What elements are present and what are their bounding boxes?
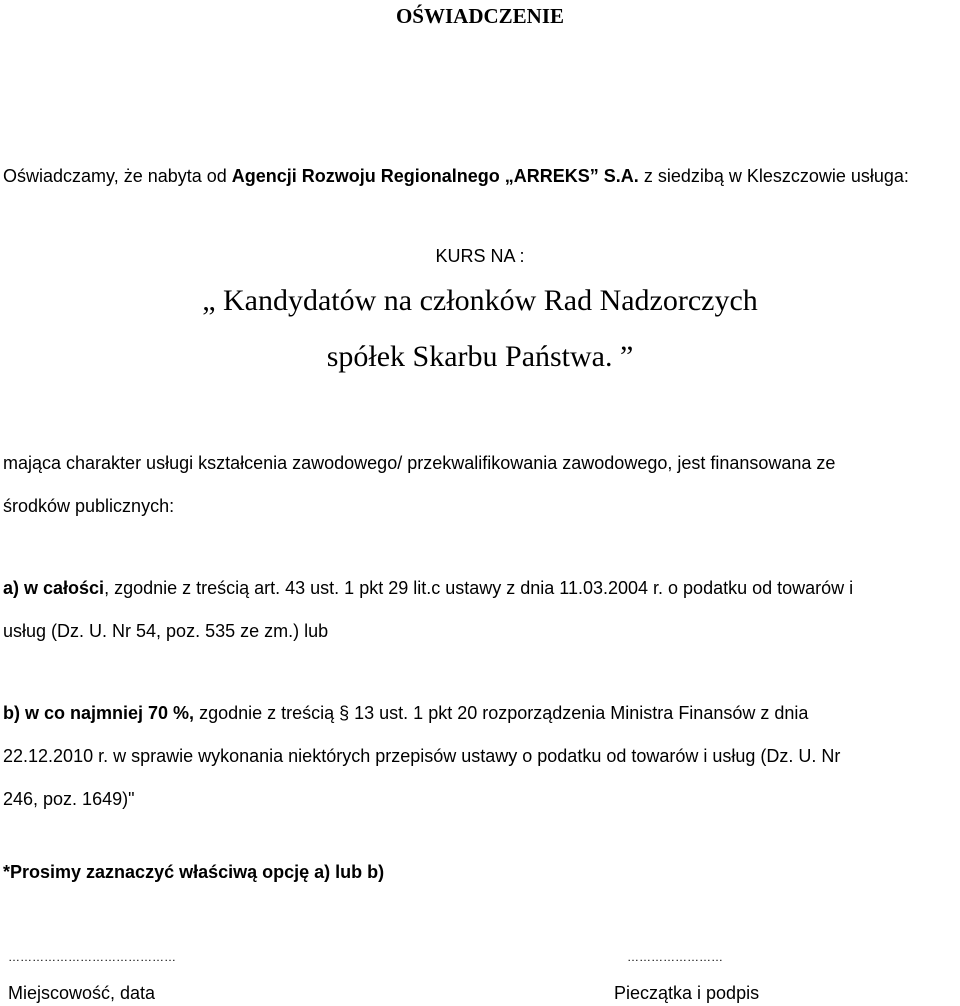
option-a-label: a) w całości (3, 578, 105, 598)
option-b-paragraph (3, 692, 840, 821)
option-b-line1 (3, 692, 840, 735)
place-date-dotted-line: …………………………………… (8, 950, 176, 964)
document-title: OŚWIADCZENIE (395, 4, 565, 28)
course-title-line2: spółek Skarbu Państwa. ” (326, 340, 634, 373)
stamp-signature-label: Pieczątka i podpis (614, 983, 760, 1003)
stamp-signature-dotted-line: …………………… (627, 950, 723, 964)
financing-paragraph (3, 442, 835, 528)
financing-line2: środków publicznych: (3, 496, 175, 516)
intro-suffix: z siedzibą w Kleszczowie usługa: (638, 166, 909, 186)
company-name: Agencji Rozwoju Regionalnego „ARREKS” S.A. (231, 166, 639, 186)
option-b-line3: 246, poz. 1649)" (3, 789, 135, 809)
place-date-label: Miejscowość, data (8, 983, 156, 1003)
option-b-line2: 22.12.2010 r. w sprawie wykonania niektórych przepisów ustawy o podatku od towarów i usług (Dz. U. Nr (3, 746, 841, 766)
option-a-line2: usług (Dz. U. Nr 54, poz. 535 ze zm.) lub (3, 621, 329, 641)
option-a-line1 (3, 567, 853, 610)
option-b-text: zgodnie z treścią § 13 ust. 1 pkt 20 rozporządzenia Ministra Finansów z dnia (194, 703, 809, 723)
intro-prefix: Oświadczamy, że nabyta od (3, 166, 232, 186)
option-a-text: , zgodnie z treścią art. 43 ust. 1 pkt 29 lit.c ustawy z dnia 11.03.2004 r. o podatku od towarów i (104, 578, 854, 598)
option-b-label: b) w co najmniej 70 %, (3, 703, 195, 723)
intro-statement (3, 166, 909, 187)
kurs-label: KURS NA : (435, 246, 525, 266)
course-title-line1: „ Kandydatów na członków Rad Nadzorczych (202, 284, 758, 317)
financing-line1: mająca charakter usługi kształcenia zawodowego/ przekwalifikowania zawodowego, jest finansowana ze (3, 453, 836, 473)
selection-note: *Prosimy zaznaczyć właściwą opcję a) lub b) (3, 862, 385, 882)
option-a-paragraph (3, 567, 853, 653)
